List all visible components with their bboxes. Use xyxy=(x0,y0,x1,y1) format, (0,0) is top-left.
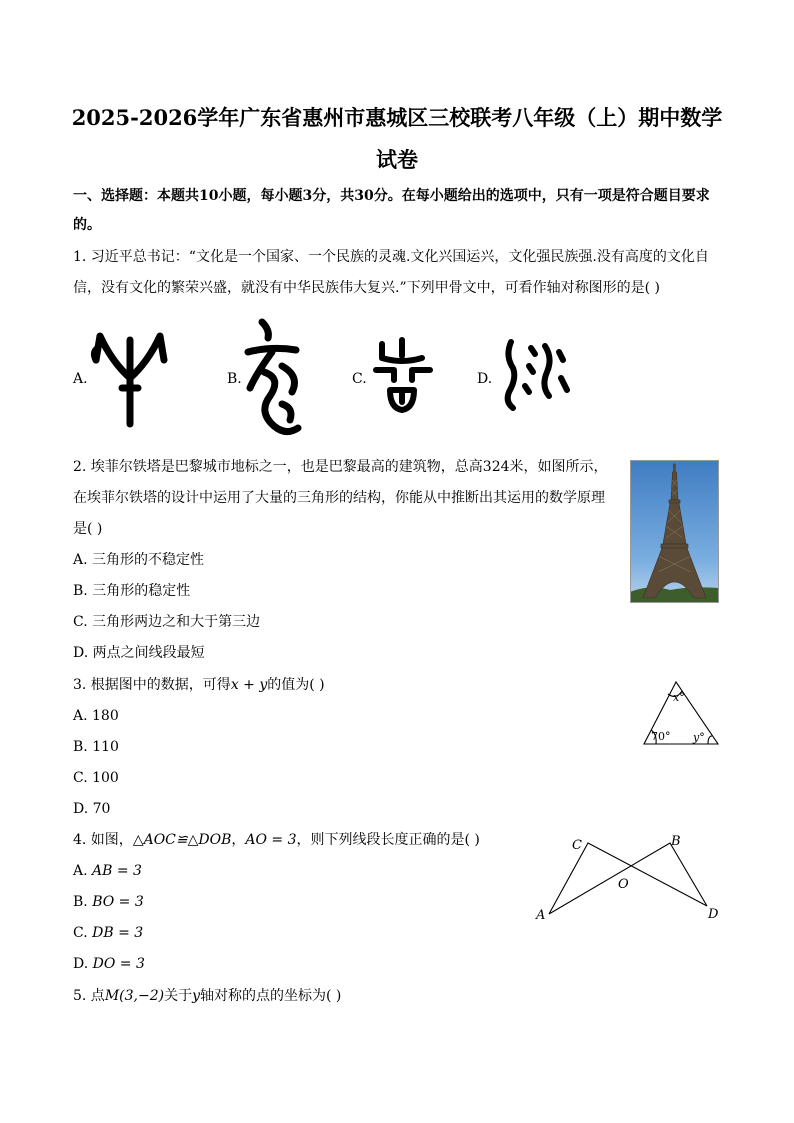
q1-option-c-label: C. xyxy=(352,371,367,387)
q3-stem-prefix: 3. 根据图中的数据，可得 xyxy=(73,677,231,693)
q3-stem-suffix: 的值为( ) xyxy=(267,677,325,693)
q4-option-a-letter: A. xyxy=(73,863,93,879)
q4-point-c: C xyxy=(572,838,582,853)
q1-stem-cont: 信，没有文化的繁荣兴盛，就没有中华民族伟大复兴.”下列甲骨文中，可看作轴对称图形的是( ) xyxy=(73,280,660,296)
q4-point-d: D xyxy=(708,907,719,922)
q1-option-d-label: D. xyxy=(477,371,493,387)
q3-angle-y: y° xyxy=(693,731,705,744)
q4-option-c-letter: C. xyxy=(73,925,93,941)
q4-stem xyxy=(73,830,480,850)
q4-option-d xyxy=(73,954,145,974)
section-instructions-cont: 的。 xyxy=(73,217,101,233)
q5-stem-suffix: 轴对称的点的坐标为( ) xyxy=(200,988,342,1004)
exam-title-line2: 试卷 xyxy=(376,147,418,172)
q4-option-b-letter: B. xyxy=(73,894,93,910)
q4-option-d-expr: DO = 3 xyxy=(92,956,145,972)
q4-option-b xyxy=(73,892,144,912)
q4-option-c xyxy=(73,923,143,943)
q2-option-a: A. 三角形的不稳定性 xyxy=(73,552,205,568)
q2-option-c: C. 三角形两边之和大于第三边 xyxy=(73,614,261,630)
q3-option-a: A. 180 xyxy=(73,708,119,724)
q1-option-b-glyph xyxy=(242,316,312,440)
q5-point: M(3,−2) xyxy=(104,988,165,1004)
q1-option-c-glyph xyxy=(372,334,434,416)
q3-angle-x: x° xyxy=(673,691,685,704)
q2-stem-cont2: 是( ) xyxy=(73,521,103,537)
q2-option-b: B. 三角形的稳定性 xyxy=(73,583,191,599)
q3-option-c: C. 100 xyxy=(73,770,119,786)
q1-option-d-glyph xyxy=(497,338,573,412)
q4-congruence: △AOC≌△DOB xyxy=(132,832,232,848)
eiffel-tower-photo xyxy=(630,460,719,603)
q1-option-a-label: A. xyxy=(73,371,88,387)
q5-stem-mid: 关于 xyxy=(164,988,193,1004)
q3-triangle-figure xyxy=(642,678,722,748)
section-instructions: 一、选择题：本题共10小题，每小题3分，共30分。在每小题给出的选项中，只有一项是符合题目要求 xyxy=(73,188,710,204)
q5-stem xyxy=(73,986,341,1006)
q1-stem: 1. 习近平总书记：“文化是一个国家、一个民族的灵魂.文化兴国运兴，文化强民族强.没有高度的文化自 xyxy=(73,249,709,265)
q3-stem xyxy=(73,675,325,695)
q3-option-b: B. 110 xyxy=(73,739,119,755)
q5-stem-prefix: 5. 点 xyxy=(73,988,105,1004)
q4-point-o: O xyxy=(618,877,629,892)
q2-stem-cont: 在埃菲尔铁塔的设计中运用了大量的三角形的结构，你能从中推断出其运用的数学原理 xyxy=(73,490,605,506)
q4-option-a-expr: AB = 3 xyxy=(92,863,142,879)
q2-stem: 2. 埃菲尔铁塔是巴黎城市地标之一，也是巴黎最高的建筑物，总高324米，如图所示， xyxy=(73,459,608,475)
q4-stem-suffix: ，则下列线段长度正确的是( ) xyxy=(296,832,480,848)
q3-expression: x + y xyxy=(230,677,268,693)
q2-option-d: D. 两点之间线段最短 xyxy=(73,645,205,661)
q4-point-a: A xyxy=(536,908,546,923)
q1-option-b-label: B. xyxy=(227,371,242,387)
q4-option-c-expr: DB = 3 xyxy=(92,925,144,941)
q1-option-a-glyph xyxy=(90,322,170,428)
q4-stem-prefix: 4. 如图， xyxy=(73,832,133,848)
q4-option-b-expr: BO = 3 xyxy=(92,894,144,910)
q4-option-d-letter: D. xyxy=(73,956,93,972)
q4-given: AO = 3 xyxy=(245,832,297,848)
q5-axis: y xyxy=(192,988,200,1004)
q4-congruent-triangles-figure xyxy=(530,830,730,930)
exam-title-line1: 2025-2026学年广东省惠州市惠城区三校联考八年级（上）期中数学 xyxy=(71,105,723,130)
q4-stem-mid: ， xyxy=(231,832,246,848)
q4-option-a xyxy=(73,861,142,881)
q3-option-d: D. 70 xyxy=(73,801,111,817)
q4-point-b: B xyxy=(671,834,681,849)
q3-angle-70: 70° xyxy=(651,730,671,743)
